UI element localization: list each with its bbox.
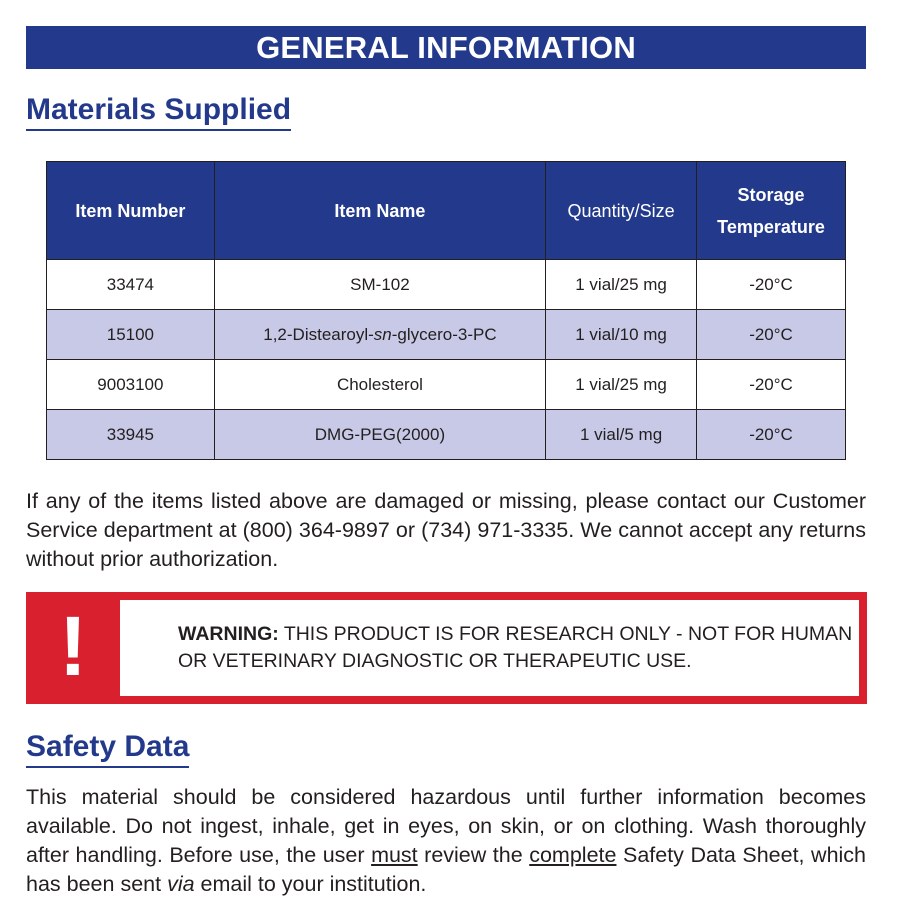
cell-storage: -20°C	[697, 410, 846, 460]
cell-quantity: 1 vial/25 mg	[546, 260, 697, 310]
safety-text: review the	[417, 843, 530, 867]
general-information-banner: GENERAL INFORMATION	[26, 26, 866, 69]
header-item-name: Item Name	[214, 162, 545, 260]
cell-item-name: Cholesterol	[214, 360, 545, 410]
table-row	[47, 360, 846, 410]
cell-item-number: 33474	[47, 260, 215, 310]
cell-item-number: 15100	[47, 310, 215, 360]
table-row	[47, 410, 846, 460]
warning-message: THIS PRODUCT IS FOR RESEARCH ONLY - NOT FOR HUMAN OR VETERINARY DIAGNOSTIC OR THERAPEUTIC USE.	[178, 623, 853, 672]
item-name-part: -glycero-3-PC	[391, 324, 497, 344]
cell-item-number: 33945	[47, 410, 215, 460]
cell-item-name: SM-102	[214, 260, 545, 310]
header-quantity-size: Quantity/Size	[546, 162, 697, 260]
header-storage-temperature: Storage Temperature	[697, 162, 846, 260]
warning-label: WARNING:	[178, 623, 279, 645]
safety-text: Safety Data Sheet, which has been sent	[26, 843, 867, 896]
cell-item-number: 9003100	[47, 360, 215, 410]
contact-paragraph: If any of the items listed above are damaged or missing, please contact our Customer Service department at (800) 364-9897 or (734) 971-3335. We cannot accept any returns without prior authorization.	[26, 489, 866, 571]
table-row	[47, 260, 846, 310]
safety-data-heading: Safety Data	[26, 729, 189, 768]
warning-text	[120, 600, 859, 696]
cell-storage: -20°C	[697, 260, 846, 310]
safety-paragraph	[26, 783, 866, 899]
cell-quantity: 1 vial/25 mg	[546, 360, 697, 410]
cell-quantity: 1 vial/5 mg	[546, 410, 697, 460]
cell-quantity: 1 vial/10 mg	[546, 310, 697, 360]
safety-text: email to your institution.	[194, 872, 427, 896]
warning-box	[26, 592, 867, 704]
exclamation-icon: !	[59, 599, 87, 693]
header-item-number: Item Number	[47, 162, 215, 260]
item-name-part: 1,2-Distearoyl-	[263, 324, 374, 344]
cell-storage: -20°C	[697, 360, 846, 410]
safety-text: This material should be considered hazardous until further information becomes available. Do not ingest, inhale, get in eyes, on skin, or on clothing. Wash thoroughly after handling. Before use, the user	[26, 785, 866, 867]
item-name-italic-part: sn	[373, 324, 392, 344]
table-header-row	[47, 162, 846, 260]
table-row	[47, 310, 846, 360]
materials-supplied-heading: Materials Supplied	[26, 92, 291, 131]
safety-emphasis-complete: complete	[529, 843, 617, 867]
safety-emphasis-via: via	[167, 872, 195, 896]
cell-storage: -20°C	[697, 310, 846, 360]
cell-item-name: DMG-PEG(2000)	[214, 410, 545, 460]
safety-emphasis-must: must	[371, 843, 418, 867]
cell-item-name	[214, 310, 545, 360]
materials-table	[46, 161, 846, 460]
